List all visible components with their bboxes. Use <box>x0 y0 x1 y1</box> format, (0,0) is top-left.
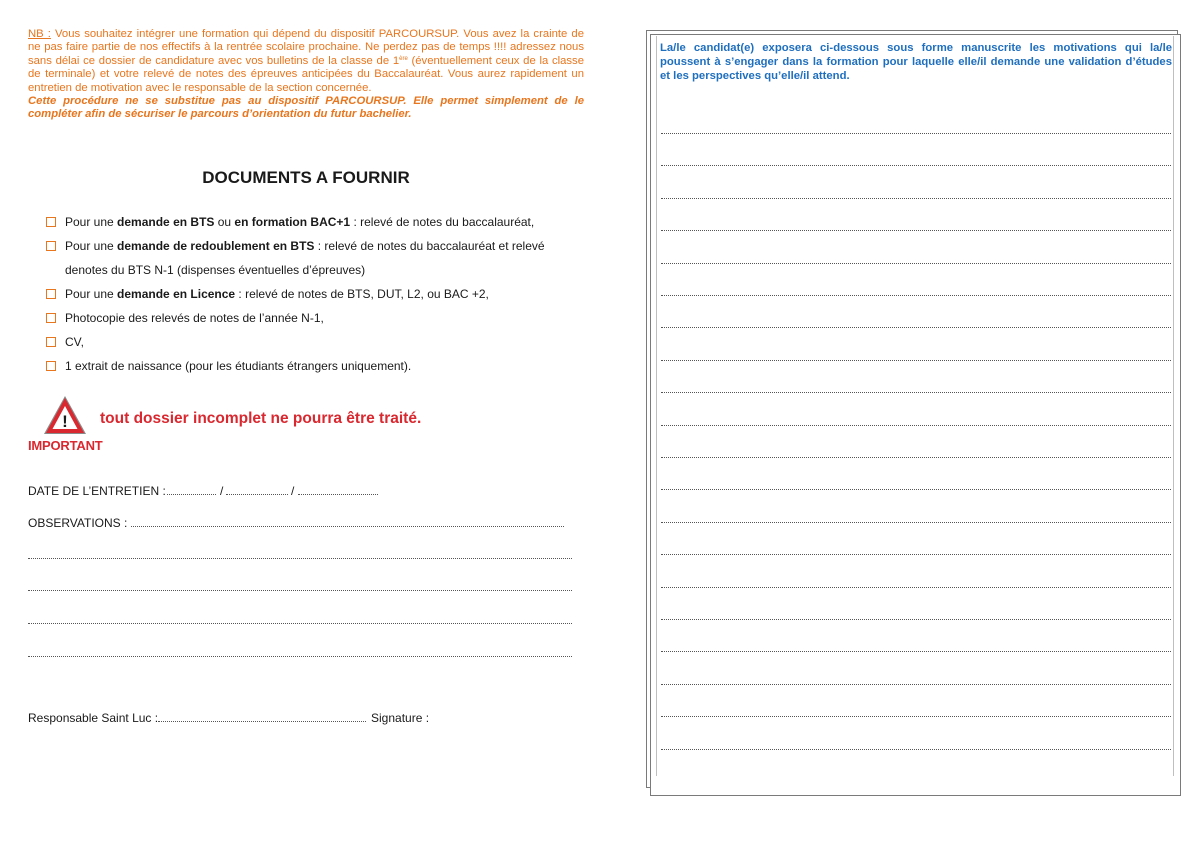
date-label: DATE DE L’ENTRETIEN : <box>28 484 166 498</box>
item-text: Pour une <box>65 239 118 253</box>
checkbox-icon[interactable] <box>46 313 56 323</box>
item-text: : relevé de notes du baccalauréat, <box>350 215 535 229</box>
signature-label: Signature : <box>371 711 430 725</box>
important-label: IMPORTANT <box>28 438 103 453</box>
handwriting-line[interactable] <box>661 230 1171 231</box>
motivation-instructions: La/le candidat(e) exposera ci-dessous sous forme manuscrite les motivations qui la/le poussent à s’engager dans la formation pour laquelle elle/il demande une validation d’études et les perspectives qu’elle/il attend. <box>660 42 1172 82</box>
date-separator: / <box>220 484 224 498</box>
checkbox-icon[interactable] <box>46 337 56 347</box>
item-bold: demande en BTS <box>117 215 215 229</box>
left-page <box>28 28 584 122</box>
item-text: : relevé de notes de BTS, DUT, L2, ou BAC +2, <box>235 287 489 301</box>
handwriting-line[interactable] <box>661 587 1171 588</box>
warning-triangle-icon <box>42 394 88 436</box>
list-item <box>46 282 586 306</box>
notice-text-1: Vous souhaitez intégrer une formation qui dépend du dispositif PARCOURSUP. Vous avez la crainte de ne pas faire partie de nos effectifs à la rentrée scolaire prochaine. Ne perdez pas de temps !!!! adressez nous sans délai ce dossier de candidature avec vos bulletins de la classe de 1 <box>28 28 584 67</box>
checkbox-icon[interactable] <box>46 361 56 371</box>
warning-exclamation: ! <box>62 412 68 431</box>
notice-superscript: ère <box>399 55 408 62</box>
warning-text: tout dossier incomplet ne pourra être traité. <box>100 410 422 427</box>
item-text: Pour une <box>65 215 118 229</box>
checkbox-icon[interactable] <box>46 217 56 227</box>
handwriting-line[interactable] <box>661 619 1171 620</box>
handwriting-line[interactable] <box>661 716 1171 717</box>
date-year-field[interactable] <box>298 494 378 495</box>
handwriting-line[interactable] <box>661 651 1171 652</box>
responsable-label: Responsable Saint Luc : <box>28 711 159 725</box>
responsable-field[interactable] <box>158 721 366 722</box>
date-day-field[interactable] <box>167 494 216 495</box>
nb-label: NB : <box>28 28 51 40</box>
item-text: ou <box>214 215 235 229</box>
documents-list <box>46 210 586 378</box>
handwriting-line[interactable] <box>661 489 1171 490</box>
checkbox-icon[interactable] <box>46 289 56 299</box>
handwriting-line[interactable] <box>661 198 1171 199</box>
list-item <box>46 354 586 378</box>
item-text: CV, <box>65 335 84 349</box>
observations-label: OBSERVATIONS : <box>28 516 128 530</box>
warning-block <box>28 394 588 454</box>
list-item <box>46 210 586 234</box>
list-item <box>46 234 586 282</box>
handwriting-line[interactable] <box>661 165 1171 166</box>
item-bold: demande en Licence <box>117 287 236 301</box>
item-bold: en formation BAC+1 <box>234 215 351 229</box>
observations-line[interactable] <box>28 558 572 559</box>
observations-line[interactable] <box>28 623 572 624</box>
checkbox-icon[interactable] <box>46 241 56 251</box>
notice-paragraph <box>28 28 584 95</box>
handwriting-line[interactable] <box>661 554 1171 555</box>
handwriting-line[interactable] <box>661 684 1171 685</box>
date-month-field[interactable] <box>226 494 288 495</box>
handwriting-line[interactable] <box>661 425 1171 426</box>
item-text: 1 extrait de naissance (pour les étudiants étrangers uniquement). <box>65 359 412 373</box>
item-text: : relevé de notes du baccalauréat et relevé denotes du BTS N-1 (dispenses éventuelles d’épreuves) <box>65 239 545 277</box>
item-text: Photocopie des relevés de notes de l’année N-1, <box>65 311 324 325</box>
handwriting-line[interactable] <box>661 263 1171 264</box>
handwriting-line[interactable] <box>661 360 1171 361</box>
handwriting-line[interactable] <box>661 392 1171 393</box>
handwriting-line[interactable] <box>661 457 1171 458</box>
date-separator: / <box>291 484 295 498</box>
item-bold: demande de redoublement en BTS <box>117 239 315 253</box>
observations-line[interactable] <box>28 656 572 657</box>
motivation-inner-frame <box>656 36 1174 776</box>
handwriting-line[interactable] <box>661 133 1171 134</box>
list-item <box>46 330 586 354</box>
notice-bold-italic: Cette procédure ne se substitue pas au dispositif PARCOURSUP. Elle permet simplement de le compléter afin de sécuriser le parcours d’orientation du futur bachelier. <box>28 95 584 121</box>
item-text: Pour une <box>65 287 118 301</box>
handwriting-line[interactable] <box>661 327 1171 328</box>
list-item <box>46 306 586 330</box>
handwriting-line[interactable] <box>661 295 1171 296</box>
handwriting-line[interactable] <box>661 522 1171 523</box>
documents-title: DOCUMENTS A FOURNIR <box>202 168 410 187</box>
observations-field[interactable] <box>131 526 564 527</box>
observations-line[interactable] <box>28 590 572 591</box>
notice-text-2: (éventuellement ceux de la classe de terminale) et votre relevé de notes des épreuves anticipées du Baccalauréat. Vous aurez rapidement un entretien de motivation avec le responsable de la section concernée. <box>28 54 584 94</box>
handwriting-line[interactable] <box>661 749 1171 750</box>
